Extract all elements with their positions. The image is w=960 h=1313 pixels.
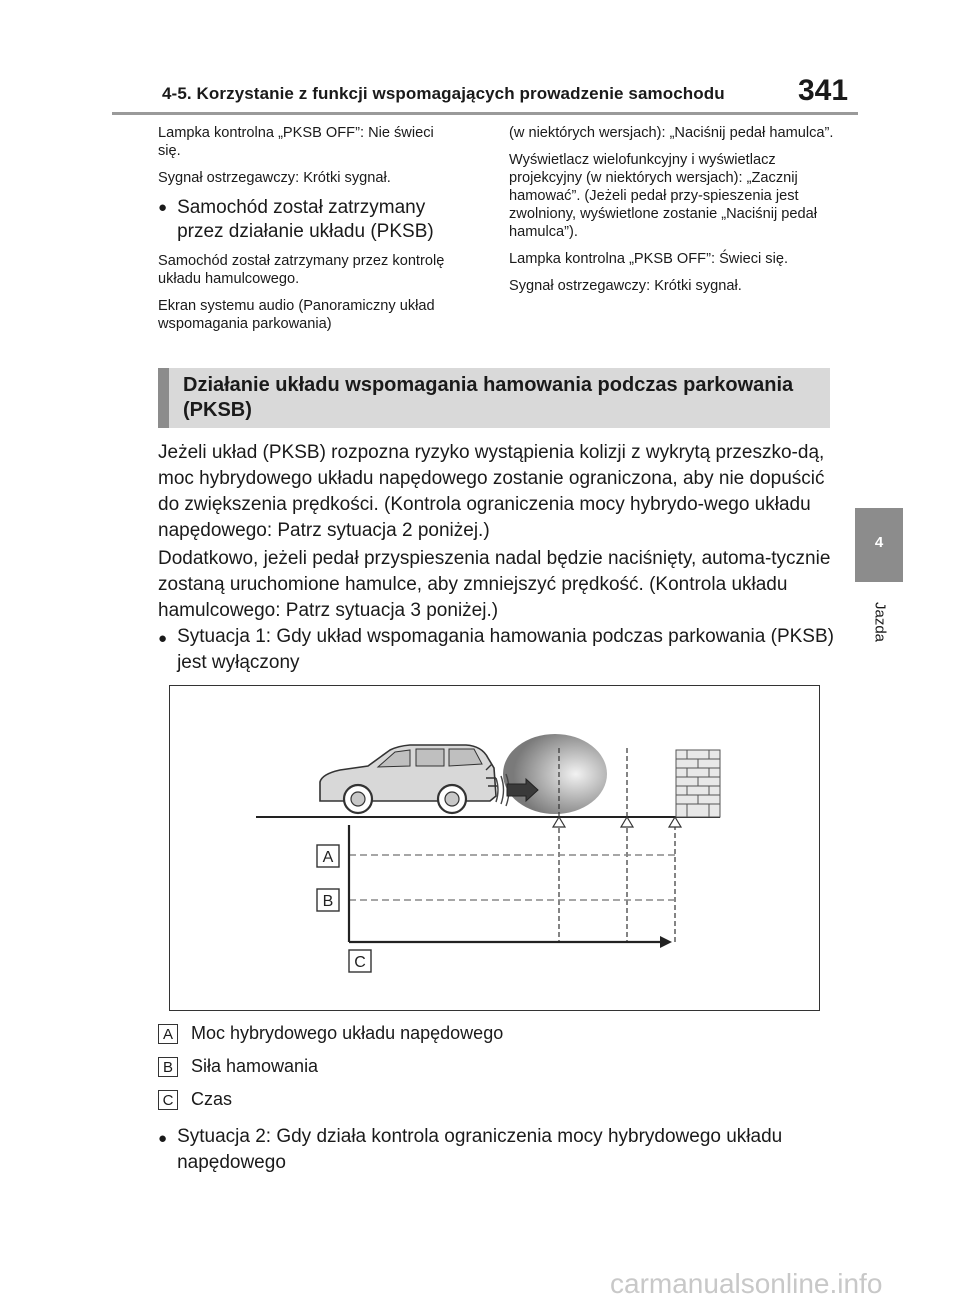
body-paragraph-2: Dodatkowo, jeżeli pedał przyspieszenia nadal będzie naciśnięty, automa-tycznie zostaną uruchomione hamulce, aby zmniejszyć prędkość. (Kontrola układu hamulcowego: Patrz sytuacja 3 poniżej.) — [158, 548, 831, 621]
marker-triangles — [553, 817, 681, 827]
legend-item-b — [158, 1056, 318, 1077]
legend-key: B — [158, 1057, 178, 1077]
right-paragraph: Sygnał ostrzegawczy: Krótki sygnał. — [509, 278, 742, 294]
left-column — [158, 124, 458, 342]
situation-2-bullet: ● Sytuacja 2: Gdy działa kontrola ograniczenia mocy hybrydowego układu napędowego — [158, 1124, 838, 1176]
diagram-frame — [169, 685, 820, 1011]
section-title: Działanie układu wspomagania hamowania podczas parkowania (PKSB) — [183, 374, 794, 421]
chapter-tab[interactable] — [855, 508, 903, 582]
time-axis-arrow-icon — [660, 936, 672, 948]
level-lines — [349, 855, 675, 900]
bullet-icon: ● — [158, 1130, 168, 1147]
situation-1-diagram — [170, 686, 818, 1009]
bullet-icon: ● — [158, 630, 168, 647]
right-paragraph: (w niektórych wersjach): „Naciśnij pedał hamulca”. — [509, 125, 834, 141]
chapter-tab-number: 4 — [874, 534, 884, 551]
legend-text: Czas — [191, 1089, 233, 1109]
section-header — [158, 368, 830, 428]
left-paragraph: Sygnał ostrzegawczy: Krótki sygnał. — [158, 170, 391, 186]
diagram-label-c: C — [354, 954, 366, 971]
header-title: 4-5. Korzystanie z funkcji wspomagających prowadzenie samochodu — [162, 84, 725, 103]
legend-key: C — [158, 1090, 178, 1110]
right-paragraph: Wyświetlacz wielofunkcyjny i wyświetlacz projekcyjny (w niektórych wersjach): „Zacznij hamować”. (Jeżeli pedał przy-spieszenia jest zwolniony, wyświetlone zostanie „Naciśnij pedał hamulca”). — [509, 152, 817, 240]
bullet-heading: ● Samochód został zatrzymany przez działanie układu (PKSB) — [158, 197, 434, 242]
wall-icon — [676, 750, 720, 817]
car-icon — [320, 745, 498, 813]
left-paragraph: Samochód został zatrzymany przez kontrolę układu hamulcowego. — [158, 253, 445, 287]
sensor-zone — [503, 734, 607, 814]
legend-item-a — [158, 1023, 503, 1044]
right-column — [509, 124, 839, 304]
left-paragraph: Ekran systemu audio (Panoramiczny układ wspomagania parkowania) — [158, 298, 435, 332]
legend-text: Moc hybrydowego układu napędowego — [191, 1023, 504, 1043]
legend-key: A — [158, 1024, 178, 1044]
header-rule — [112, 112, 858, 115]
legend-text: Siła hamowania — [191, 1056, 319, 1076]
legend-item-c — [158, 1089, 232, 1110]
footer-watermark[interactable]: carmanualsonline.info — [610, 1268, 883, 1299]
chapter-label: Jazda — [871, 601, 889, 643]
right-paragraph: Lampka kontrolna „PKSB OFF”: Świeci się. — [509, 251, 788, 267]
bullet-icon: ● — [158, 199, 168, 216]
diagram-label-a: A — [322, 849, 334, 866]
left-paragraph: Lampka kontrolna „PKSB OFF”: Nie świeci się. — [158, 125, 434, 159]
situation-1-bullet: ● Sytuacja 1: Gdy układ wspomagania hamowania podczas parkowania (PKSB) jest wyłączony — [158, 624, 838, 676]
diagram-label-b: B — [322, 893, 334, 910]
body-paragraph-1: Jeżeli układ (PKSB) rozpozna ryzyko wystąpienia kolizji z wykrytą przeszko-dą, moc hybrydowego układu napędowego zostanie ograniczona, aby nie dopuścić do zwiększenia prędkości. (Kontrola ograniczenia mocy hybrydo-wego układu napędowego: Patrz sytuacja 2 poniżej.) — [158, 442, 825, 541]
page-number: 341 — [798, 74, 849, 107]
